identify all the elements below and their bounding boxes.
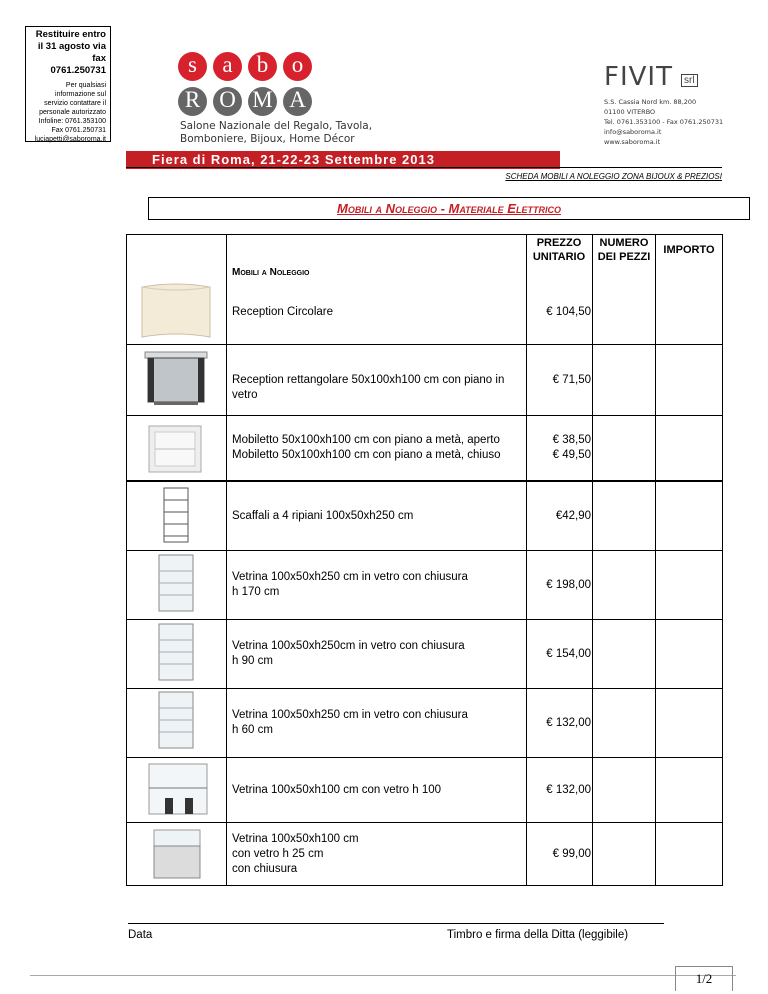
row-description: Scaffali a 4 ripiani 100x50xh250 cm: [232, 509, 414, 522]
address-line: S.S. Cassia Nord km. 88,200: [604, 98, 697, 106]
logo-letter: b: [248, 52, 277, 81]
reception-rettangolare-image: [142, 348, 210, 408]
fivit-address: [604, 97, 723, 147]
table-border: [126, 234, 723, 235]
row-divider: [126, 757, 723, 758]
col-header-total: IMPORTO: [663, 244, 715, 256]
table-divider: [592, 234, 593, 886]
address-line: www.saboroma.it: [604, 138, 661, 146]
row-unit-price: €42,90: [555, 509, 591, 522]
vetrina-alta-image: [156, 553, 196, 613]
mobiletto-image: [145, 420, 207, 476]
row-description: Reception Circolare: [232, 306, 333, 318]
page-number: 1/2: [675, 966, 733, 991]
table-divider: [226, 234, 227, 886]
logo-letter: R: [178, 87, 207, 116]
col-price-label: PREZZO UNITARIO: [532, 237, 586, 263]
row-unit-price: € 198,00: [546, 578, 591, 591]
scheda-subtitle: SCHEDA MOBILI A NOLEGGIO ZONA BIJOUX & PREZIOSI: [505, 172, 722, 181]
date-label: Data: [128, 929, 153, 941]
return-fax: 0761.250731: [50, 65, 106, 76]
table-divider: [655, 234, 656, 886]
table-border: [126, 885, 723, 886]
return-infoline: Infoline: 0761.353100: [38, 118, 106, 125]
event-banner: Fiera di Roma, 21-22-23 Settembre 2013: [126, 151, 560, 169]
form-title: Mobili a Noleggio - Materiale Elettrico: [148, 197, 750, 220]
row-divider: [126, 619, 723, 620]
logo-letter: O: [213, 87, 242, 116]
sabo-roma-logo: [178, 52, 318, 122]
signature-line: [128, 923, 664, 924]
row-divider: [126, 550, 723, 551]
row-description: Vetrina 100x50xh250 cm in vetro con chiusura h 170 cm: [232, 571, 468, 598]
row-description: Vetrina 100x50xh250 cm in vetro con chiusura h 60 cm: [232, 709, 468, 736]
return-info: Per qualsiasi informazione sul servizio contattare il personale autorizzato: [39, 82, 106, 116]
return-fax-line: Fax 0761.250731: [51, 127, 106, 134]
row-divider: [126, 415, 723, 416]
vetrina-banco-image: [148, 826, 206, 882]
col-header-qty: [593, 236, 655, 264]
address-line: info@saboroma.it: [604, 128, 662, 136]
row-unit-price: € 38,50 € 49,50: [552, 434, 591, 461]
table-border: [126, 234, 127, 886]
section-label: Mobili a Noleggio: [232, 267, 310, 278]
logo-letter: A: [283, 87, 312, 116]
tagline-line: Bomboniere, Bijoux, Home Décor: [180, 133, 355, 145]
page-rule: [30, 975, 736, 976]
row-divider: [126, 822, 723, 823]
signature-label: Timbro e firma della Ditta (leggibile): [447, 929, 629, 941]
fivit-srl: srl: [681, 74, 698, 87]
fivit-logo: FIVIT: [604, 62, 673, 92]
col-qty-label: NUMERO DEI PEZZI: [597, 237, 651, 263]
row-unit-price: € 104,50: [546, 306, 591, 318]
return-deadline: Restituire entro il 31 agosto via fax: [35, 29, 106, 64]
row-description: Mobiletto 50x100xh100 cm con piano a metà, aperto Mobiletto 50x100xh100 cm con piano a metà, chiuso: [232, 434, 501, 461]
logo-letter: s: [178, 52, 207, 81]
row-divider: [126, 344, 723, 345]
row-description: Vetrina 100x50xh100 cm con vetro h 25 cm con chiusura: [232, 832, 359, 875]
logo-letter: a: [213, 52, 242, 81]
vetrina-bassa-image: [145, 760, 211, 818]
logo-letter: o: [283, 52, 312, 81]
vetrina-alta-image: [156, 622, 196, 682]
row-unit-price: € 154,00: [546, 647, 591, 660]
row-unit-price: € 71,50: [552, 373, 591, 386]
address-line: 01100 VITERBO: [604, 108, 656, 116]
scaffali-image: [160, 486, 192, 544]
row-divider: [126, 481, 723, 482]
banner-rule: [126, 167, 722, 168]
table-border: [722, 234, 723, 886]
row-description: Reception rettangolare 50x100xh100 cm con piano in vetro: [232, 373, 505, 401]
reception-circolare-image: [138, 281, 213, 341]
vetrina-alta-image: [156, 690, 196, 750]
logo-letter: M: [248, 87, 277, 116]
logo-tagline: [180, 120, 372, 146]
row-description: Vetrina 100x50xh250cm in vetro con chiusura h 90 cm: [232, 640, 465, 667]
tagline-line: Salone Nazionale del Regalo, Tavola,: [180, 120, 373, 132]
col-header-price: [527, 236, 591, 264]
address-line: Tel. 0761.353100 - Fax 0761.250731: [604, 118, 724, 126]
row-unit-price: € 99,00: [552, 847, 591, 860]
return-notice-box: [25, 26, 111, 142]
row-description: Vetrina 100x50xh100 cm con vetro h 100: [232, 783, 442, 796]
row-unit-price: € 132,00: [546, 783, 591, 796]
row-unit-price: € 132,00: [546, 716, 591, 729]
return-email: luciapetti@saboroma.it: [34, 136, 106, 143]
row-divider: [126, 688, 723, 689]
